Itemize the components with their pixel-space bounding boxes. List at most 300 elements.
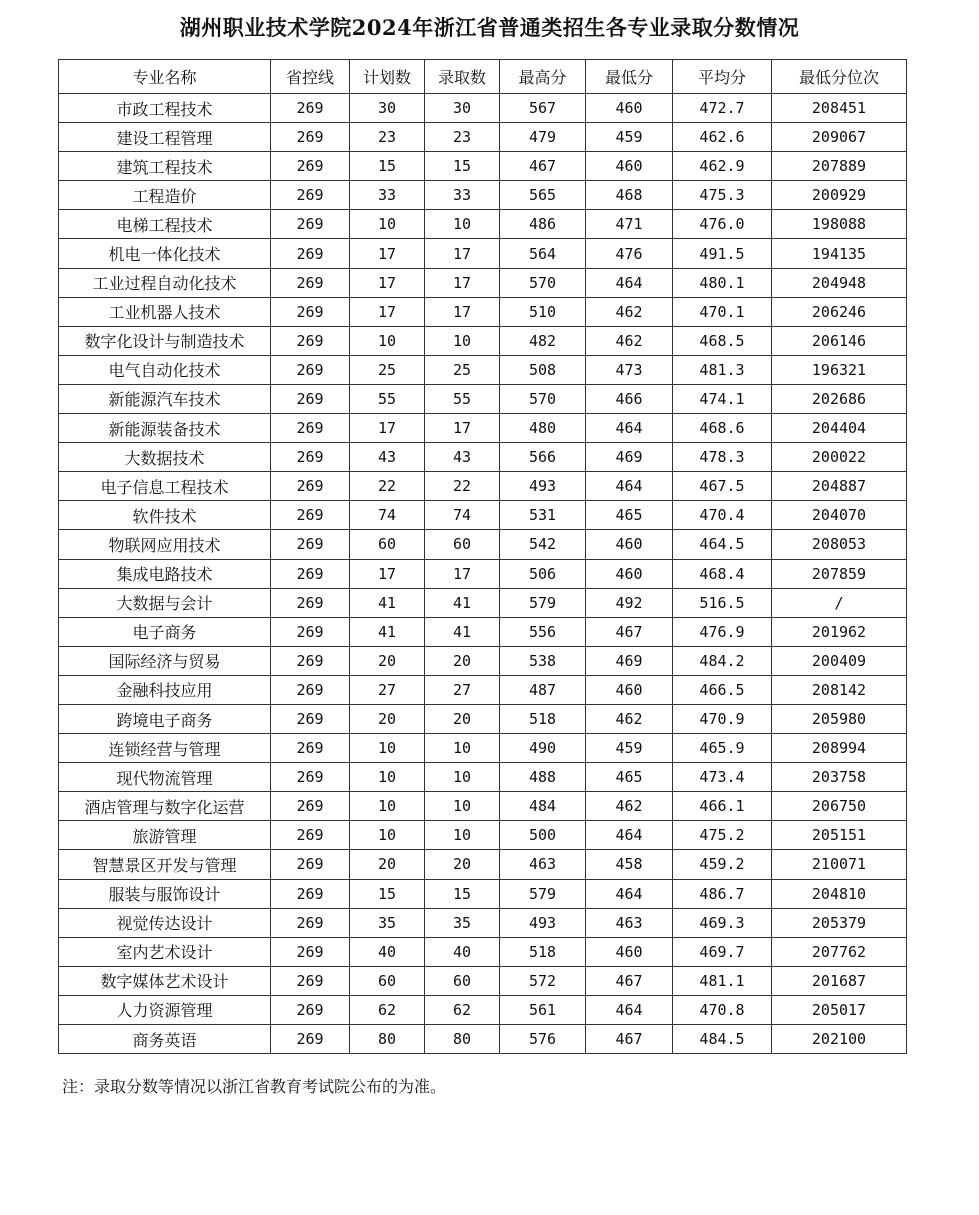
cell-provincial-line: 269: [271, 704, 350, 733]
cell-admitted-count: 41: [425, 617, 500, 646]
cell-major-name: 数字化设计与制造技术: [59, 326, 271, 355]
cell-plan-count: 41: [350, 588, 425, 617]
column-header-provincial-line: 省控线: [271, 60, 350, 94]
cell-highest-score: 479: [500, 123, 586, 152]
cell-lowest-score-rank: 204887: [772, 472, 907, 501]
table-row: [59, 1025, 907, 1054]
cell-admitted-count: 20: [425, 850, 500, 879]
cell-lowest-score-rank: 210071: [772, 850, 907, 879]
cell-average-score: 470.4: [673, 501, 772, 530]
cell-admitted-count: 80: [425, 1025, 500, 1054]
cell-lowest-score-rank: 203758: [772, 763, 907, 792]
cell-average-score: 464.5: [673, 530, 772, 559]
table-row: [59, 355, 907, 384]
cell-major-name: 大数据与会计: [59, 588, 271, 617]
cell-highest-score: 480: [500, 414, 586, 443]
cell-highest-score: 493: [500, 908, 586, 937]
cell-average-score: 481.1: [673, 966, 772, 995]
cell-admitted-count: 43: [425, 443, 500, 472]
cell-provincial-line: 269: [271, 94, 350, 123]
table-row: [59, 152, 907, 181]
cell-average-score: 491.5: [673, 239, 772, 268]
cell-admitted-count: 20: [425, 704, 500, 733]
cell-lowest-score-rank: 204070: [772, 501, 907, 530]
cell-highest-score: 556: [500, 617, 586, 646]
cell-admitted-count: 55: [425, 384, 500, 413]
cell-major-name: 金融科技应用: [59, 675, 271, 704]
table-row: [59, 268, 907, 297]
cell-admitted-count: 33: [425, 181, 500, 210]
cell-average-score: 469.3: [673, 908, 772, 937]
cell-highest-score: 579: [500, 588, 586, 617]
table-row: [59, 443, 907, 472]
cell-lowest-score: 467: [586, 966, 673, 995]
cell-plan-count: 60: [350, 530, 425, 559]
cell-admitted-count: 35: [425, 908, 500, 937]
table-row: [59, 588, 907, 617]
cell-major-name: 电梯工程技术: [59, 210, 271, 239]
cell-lowest-score: 464: [586, 414, 673, 443]
cell-provincial-line: 269: [271, 850, 350, 879]
cell-provincial-line: 269: [271, 617, 350, 646]
cell-admitted-count: 17: [425, 239, 500, 268]
cell-admitted-count: 27: [425, 675, 500, 704]
cell-lowest-score: 462: [586, 792, 673, 821]
cell-provincial-line: 269: [271, 123, 350, 152]
cell-highest-score: 579: [500, 879, 586, 908]
table-row: [59, 704, 907, 733]
cell-provincial-line: 269: [271, 443, 350, 472]
cell-admitted-count: 17: [425, 268, 500, 297]
cell-lowest-score-rank: 206750: [772, 792, 907, 821]
cell-provincial-line: 269: [271, 384, 350, 413]
cell-plan-count: 25: [350, 355, 425, 384]
cell-lowest-score-rank: 206246: [772, 297, 907, 326]
cell-plan-count: 40: [350, 937, 425, 966]
cell-plan-count: 33: [350, 181, 425, 210]
cell-highest-score: 561: [500, 995, 586, 1024]
cell-major-name: 视觉传达设计: [59, 908, 271, 937]
cell-admitted-count: 15: [425, 879, 500, 908]
cell-lowest-score-rank: 204404: [772, 414, 907, 443]
cell-average-score: 484.5: [673, 1025, 772, 1054]
cell-lowest-score-rank: 207889: [772, 152, 907, 181]
cell-lowest-score-rank: 208142: [772, 675, 907, 704]
cell-lowest-score-rank: 207762: [772, 937, 907, 966]
table-row: [59, 297, 907, 326]
cell-highest-score: 490: [500, 734, 586, 763]
table-row: [59, 821, 907, 850]
cell-provincial-line: 269: [271, 908, 350, 937]
admission-score-table: [58, 59, 907, 1054]
cell-plan-count: 10: [350, 763, 425, 792]
cell-major-name: 商务英语: [59, 1025, 271, 1054]
cell-lowest-score-rank: 205017: [772, 995, 907, 1024]
table-row: [59, 239, 907, 268]
cell-average-score: 472.7: [673, 94, 772, 123]
column-header-admitted-count: 录取数: [425, 60, 500, 94]
cell-lowest-score-rank: /: [772, 588, 907, 617]
cell-major-name: 工业过程自动化技术: [59, 268, 271, 297]
cell-lowest-score: 463: [586, 908, 673, 937]
cell-major-name: 国际经济与贸易: [59, 646, 271, 675]
column-header-lowest-score-rank: 最低分位次: [772, 60, 907, 94]
cell-plan-count: 10: [350, 792, 425, 821]
table-body: [59, 94, 907, 1054]
cell-plan-count: 43: [350, 443, 425, 472]
cell-major-name: 电子信息工程技术: [59, 472, 271, 501]
cell-lowest-score: 459: [586, 123, 673, 152]
cell-average-score: 466.5: [673, 675, 772, 704]
cell-lowest-score: 469: [586, 443, 673, 472]
cell-lowest-score: 464: [586, 995, 673, 1024]
cell-average-score: 475.3: [673, 181, 772, 210]
cell-average-score: 459.2: [673, 850, 772, 879]
table-row: [59, 995, 907, 1024]
cell-admitted-count: 74: [425, 501, 500, 530]
column-header-highest-score: 最高分: [500, 60, 586, 94]
cell-lowest-score-rank: 200409: [772, 646, 907, 675]
cell-highest-score: 542: [500, 530, 586, 559]
cell-average-score: 468.4: [673, 559, 772, 588]
cell-average-score: 468.6: [673, 414, 772, 443]
cell-average-score: 486.7: [673, 879, 772, 908]
cell-admitted-count: 10: [425, 763, 500, 792]
cell-lowest-score: 469: [586, 646, 673, 675]
cell-major-name: 市政工程技术: [59, 94, 271, 123]
cell-lowest-score: 466: [586, 384, 673, 413]
cell-lowest-score: 462: [586, 297, 673, 326]
cell-average-score: 462.9: [673, 152, 772, 181]
cell-admitted-count: 15: [425, 152, 500, 181]
table-row: [59, 530, 907, 559]
cell-major-name: 酒店管理与数字化运营: [59, 792, 271, 821]
cell-average-score: 470.8: [673, 995, 772, 1024]
cell-average-score: 480.1: [673, 268, 772, 297]
cell-highest-score: 488: [500, 763, 586, 792]
table-row: [59, 472, 907, 501]
cell-admitted-count: 10: [425, 210, 500, 239]
cell-plan-count: 74: [350, 501, 425, 530]
cell-major-name: 旅游管理: [59, 821, 271, 850]
cell-lowest-score: 473: [586, 355, 673, 384]
cell-average-score: 467.5: [673, 472, 772, 501]
cell-highest-score: 572: [500, 966, 586, 995]
cell-provincial-line: 269: [271, 501, 350, 530]
cell-average-score: 468.5: [673, 326, 772, 355]
cell-plan-count: 17: [350, 239, 425, 268]
cell-major-name: 集成电路技术: [59, 559, 271, 588]
cell-lowest-score: 468: [586, 181, 673, 210]
cell-provincial-line: 269: [271, 239, 350, 268]
cell-highest-score: 510: [500, 297, 586, 326]
cell-provincial-line: 269: [271, 646, 350, 675]
cell-provincial-line: 269: [271, 152, 350, 181]
cell-admitted-count: 40: [425, 937, 500, 966]
cell-lowest-score-rank: 194135: [772, 239, 907, 268]
cell-major-name: 智慧景区开发与管理: [59, 850, 271, 879]
cell-major-name: 人力资源管理: [59, 995, 271, 1024]
cell-highest-score: 518: [500, 937, 586, 966]
table-row: [59, 384, 907, 413]
table-row: [59, 94, 907, 123]
cell-admitted-count: 10: [425, 734, 500, 763]
cell-lowest-score-rank: 207859: [772, 559, 907, 588]
cell-lowest-score-rank: 198088: [772, 210, 907, 239]
cell-lowest-score: 464: [586, 268, 673, 297]
cell-average-score: 516.5: [673, 588, 772, 617]
cell-admitted-count: 60: [425, 966, 500, 995]
cell-plan-count: 10: [350, 326, 425, 355]
cell-admitted-count: 17: [425, 414, 500, 443]
cell-provincial-line: 269: [271, 734, 350, 763]
cell-provincial-line: 269: [271, 355, 350, 384]
cell-average-score: 470.1: [673, 297, 772, 326]
cell-major-name: 数字媒体艺术设计: [59, 966, 271, 995]
table-row: [59, 210, 907, 239]
table-row: [59, 414, 907, 443]
column-header-plan-count: 计划数: [350, 60, 425, 94]
cell-highest-score: 518: [500, 704, 586, 733]
table-row: [59, 734, 907, 763]
cell-plan-count: 20: [350, 850, 425, 879]
cell-highest-score: 570: [500, 384, 586, 413]
cell-major-name: 机电一体化技术: [59, 239, 271, 268]
cell-lowest-score-rank: 205151: [772, 821, 907, 850]
cell-provincial-line: 269: [271, 210, 350, 239]
cell-lowest-score-rank: 208053: [772, 530, 907, 559]
cell-highest-score: 508: [500, 355, 586, 384]
cell-highest-score: 564: [500, 239, 586, 268]
column-header-lowest-score: 最低分: [586, 60, 673, 94]
table-row: [59, 123, 907, 152]
cell-major-name: 物联网应用技术: [59, 530, 271, 559]
cell-lowest-score: 460: [586, 675, 673, 704]
cell-admitted-count: 30: [425, 94, 500, 123]
cell-average-score: 474.1: [673, 384, 772, 413]
cell-major-name: 工业机器人技术: [59, 297, 271, 326]
table-row: [59, 646, 907, 675]
cell-plan-count: 10: [350, 210, 425, 239]
cell-provincial-line: 269: [271, 995, 350, 1024]
cell-average-score: 476.9: [673, 617, 772, 646]
cell-highest-score: 538: [500, 646, 586, 675]
cell-highest-score: 484: [500, 792, 586, 821]
cell-provincial-line: 269: [271, 1025, 350, 1054]
table-row: [59, 879, 907, 908]
cell-average-score: 469.7: [673, 937, 772, 966]
cell-average-score: 466.1: [673, 792, 772, 821]
cell-admitted-count: 20: [425, 646, 500, 675]
cell-highest-score: 576: [500, 1025, 586, 1054]
page-title: 湖州职业技术学院2024年浙江省普通类招生各专业录取分数情况: [179, 15, 800, 40]
cell-plan-count: 23: [350, 123, 425, 152]
cell-provincial-line: 269: [271, 966, 350, 995]
cell-lowest-score-rank: 204948: [772, 268, 907, 297]
cell-lowest-score-rank: 200022: [772, 443, 907, 472]
cell-admitted-count: 10: [425, 821, 500, 850]
table-row: [59, 850, 907, 879]
table-row: [59, 181, 907, 210]
cell-admitted-count: 10: [425, 326, 500, 355]
cell-provincial-line: 269: [271, 326, 350, 355]
table-row: [59, 966, 907, 995]
cell-provincial-line: 269: [271, 821, 350, 850]
cell-lowest-score-rank: 202686: [772, 384, 907, 413]
cell-lowest-score: 464: [586, 821, 673, 850]
cell-admitted-count: 62: [425, 995, 500, 1024]
cell-plan-count: 15: [350, 879, 425, 908]
cell-average-score: 476.0: [673, 210, 772, 239]
table-row: [59, 763, 907, 792]
footnote: 注：录取分数等情况以浙江省教育考试院公布的为准。: [62, 1077, 447, 1096]
cell-plan-count: 17: [350, 414, 425, 443]
cell-lowest-score: 460: [586, 152, 673, 181]
cell-highest-score: 567: [500, 94, 586, 123]
cell-average-score: 478.3: [673, 443, 772, 472]
cell-lowest-score: 464: [586, 879, 673, 908]
cell-average-score: 470.9: [673, 704, 772, 733]
cell-major-name: 服装与服饰设计: [59, 879, 271, 908]
cell-major-name: 现代物流管理: [59, 763, 271, 792]
cell-lowest-score: 460: [586, 530, 673, 559]
cell-major-name: 电气自动化技术: [59, 355, 271, 384]
cell-lowest-score: 492: [586, 588, 673, 617]
cell-admitted-count: 17: [425, 297, 500, 326]
cell-average-score: 484.2: [673, 646, 772, 675]
cell-lowest-score: 460: [586, 937, 673, 966]
cell-lowest-score: 460: [586, 559, 673, 588]
cell-provincial-line: 269: [271, 588, 350, 617]
cell-lowest-score-rank: 208451: [772, 94, 907, 123]
cell-major-name: 室内艺术设计: [59, 937, 271, 966]
cell-lowest-score: 467: [586, 1025, 673, 1054]
cell-highest-score: 463: [500, 850, 586, 879]
cell-average-score: 462.6: [673, 123, 772, 152]
cell-highest-score: 493: [500, 472, 586, 501]
cell-lowest-score-rank: 205980: [772, 704, 907, 733]
cell-lowest-score: 460: [586, 94, 673, 123]
table-row: [59, 617, 907, 646]
cell-plan-count: 10: [350, 734, 425, 763]
cell-provincial-line: 269: [271, 530, 350, 559]
cell-plan-count: 60: [350, 966, 425, 995]
cell-plan-count: 30: [350, 94, 425, 123]
cell-lowest-score-rank: 200929: [772, 181, 907, 210]
cell-major-name: 跨境电子商务: [59, 704, 271, 733]
cell-provincial-line: 269: [271, 792, 350, 821]
cell-admitted-count: 17: [425, 559, 500, 588]
cell-admitted-count: 25: [425, 355, 500, 384]
cell-provincial-line: 269: [271, 268, 350, 297]
cell-plan-count: 10: [350, 821, 425, 850]
column-header-average-score: 平均分: [673, 60, 772, 94]
cell-provincial-line: 269: [271, 472, 350, 501]
cell-provincial-line: 269: [271, 414, 350, 443]
cell-plan-count: 27: [350, 675, 425, 704]
cell-plan-count: 17: [350, 297, 425, 326]
cell-lowest-score: 467: [586, 617, 673, 646]
cell-major-name: 建设工程管理: [59, 123, 271, 152]
table-row: [59, 501, 907, 530]
cell-lowest-score: 465: [586, 501, 673, 530]
cell-plan-count: 35: [350, 908, 425, 937]
cell-plan-count: 41: [350, 617, 425, 646]
cell-plan-count: 80: [350, 1025, 425, 1054]
cell-major-name: 建筑工程技术: [59, 152, 271, 181]
cell-provincial-line: 269: [271, 181, 350, 210]
cell-average-score: 465.9: [673, 734, 772, 763]
cell-plan-count: 20: [350, 704, 425, 733]
cell-admitted-count: 60: [425, 530, 500, 559]
cell-highest-score: 506: [500, 559, 586, 588]
column-header-major-name: 专业名称: [59, 60, 271, 94]
cell-provincial-line: 269: [271, 297, 350, 326]
cell-major-name: 连锁经营与管理: [59, 734, 271, 763]
cell-lowest-score-rank: 209067: [772, 123, 907, 152]
cell-lowest-score: 471: [586, 210, 673, 239]
cell-highest-score: 482: [500, 326, 586, 355]
cell-provincial-line: 269: [271, 879, 350, 908]
cell-lowest-score-rank: 201687: [772, 966, 907, 995]
cell-admitted-count: 10: [425, 792, 500, 821]
cell-lowest-score: 465: [586, 763, 673, 792]
cell-average-score: 473.4: [673, 763, 772, 792]
cell-admitted-count: 23: [425, 123, 500, 152]
cell-lowest-score-rank: 201962: [772, 617, 907, 646]
cell-major-name: 大数据技术: [59, 443, 271, 472]
cell-lowest-score: 464: [586, 472, 673, 501]
cell-provincial-line: 269: [271, 675, 350, 704]
cell-highest-score: 531: [500, 501, 586, 530]
table-row: [59, 908, 907, 937]
cell-provincial-line: 269: [271, 763, 350, 792]
table-row: [59, 937, 907, 966]
cell-lowest-score: 459: [586, 734, 673, 763]
cell-lowest-score-rank: 206146: [772, 326, 907, 355]
cell-plan-count: 62: [350, 995, 425, 1024]
cell-lowest-score: 476: [586, 239, 673, 268]
cell-plan-count: 20: [350, 646, 425, 675]
cell-lowest-score-rank: 202100: [772, 1025, 907, 1054]
header-row: [59, 60, 907, 94]
cell-plan-count: 15: [350, 152, 425, 181]
cell-lowest-score: 462: [586, 704, 673, 733]
cell-lowest-score: 462: [586, 326, 673, 355]
cell-major-name: 软件技术: [59, 501, 271, 530]
cell-highest-score: 500: [500, 821, 586, 850]
table-row: [59, 792, 907, 821]
cell-admitted-count: 41: [425, 588, 500, 617]
cell-lowest-score-rank: 204810: [772, 879, 907, 908]
cell-plan-count: 22: [350, 472, 425, 501]
cell-major-name: 电子商务: [59, 617, 271, 646]
cell-lowest-score-rank: 205379: [772, 908, 907, 937]
cell-highest-score: 486: [500, 210, 586, 239]
cell-major-name: 新能源装备技术: [59, 414, 271, 443]
cell-lowest-score: 458: [586, 850, 673, 879]
cell-highest-score: 467: [500, 152, 586, 181]
cell-provincial-line: 269: [271, 937, 350, 966]
cell-highest-score: 566: [500, 443, 586, 472]
table-row: [59, 675, 907, 704]
cell-plan-count: 17: [350, 268, 425, 297]
cell-plan-count: 55: [350, 384, 425, 413]
cell-highest-score: 565: [500, 181, 586, 210]
cell-highest-score: 487: [500, 675, 586, 704]
cell-lowest-score-rank: 208994: [772, 734, 907, 763]
cell-average-score: 475.2: [673, 821, 772, 850]
